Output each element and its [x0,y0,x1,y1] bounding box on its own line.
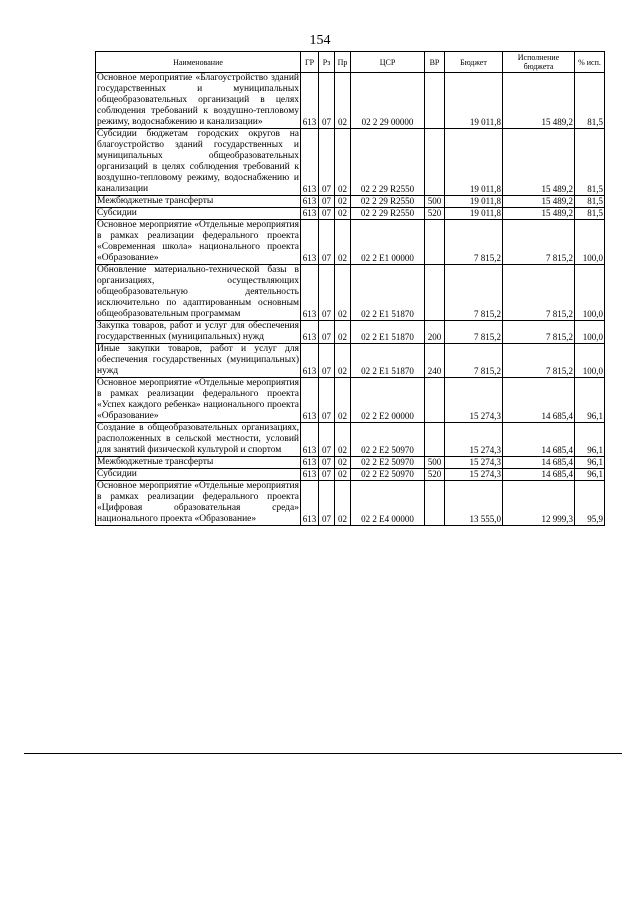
page-number: 154 [309,33,331,48]
cell-csr: 02 2 E2 50970 [351,457,425,469]
cell-vr: 500 [425,457,445,469]
cell-budget: 15 274,3 [445,457,503,469]
cell-gr: 613 [301,265,319,321]
cell-rz: 07 [319,378,335,423]
cell-budget: 19 011,8 [445,196,503,208]
cell-rz: 07 [319,423,335,457]
table-row [96,208,605,220]
cell-vr [425,423,445,457]
cell-name: Закупка товаров, работ и услуг для обеспечения государственных (муниципальных) нужд [97,321,299,342]
cell-pr: 02 [335,344,351,378]
cell-name: Обновление материально-технической базы в организациях, осуществляющих общеобразовательную деятельность исключительно по адаптированным основным общеобразовательным программам [97,265,299,319]
cell-gr: 613 [301,481,319,526]
cell-name: Основное мероприятие «Благоустройство зданий государственных и муниципальных общеобразовательных организаций в целях соблюдения требований к воздушно-тепловому режиму, водоснабжению и канализации» [97,73,299,127]
table-row [96,344,605,378]
cell-vr: 500 [425,196,445,208]
header-budget: Бюджет [445,52,503,73]
table-row [96,481,605,526]
table-header [96,52,605,73]
cell-name: Межбюджетные трансферты [96,196,301,208]
cell-budget: 15 274,3 [445,469,503,481]
cell-csr: 02 2 29 R2550 [351,129,425,196]
cell-name: Создание в общеобразовательных организациях, расположенных в сельской местности, условий для занятий физической культурой и спортом [97,423,299,455]
cell-gr: 613 [301,208,319,220]
cell-budget: 15 274,3 [445,378,503,423]
cell-pr: 02 [335,220,351,265]
cell-pr: 02 [335,423,351,457]
cell-csr: 02 2 E2 50970 [351,423,425,457]
header-gr: ГР [301,52,319,73]
header-percent: % исп. [575,52,605,73]
cell-pr: 02 [335,457,351,469]
table-body [96,73,605,526]
cell-vr [425,481,445,526]
cell-percent: 81,5 [575,129,605,196]
cell-rz: 07 [319,321,335,344]
cell-vr [425,129,445,196]
cell-gr: 613 [301,469,319,481]
cell-execution: 15 489,2 [503,129,575,196]
cell-csr: 02 2 29 R2550 [351,196,425,208]
cell-execution: 14 685,4 [503,423,575,457]
cell-gr: 613 [301,344,319,378]
cell-execution: 7 815,2 [503,344,575,378]
cell-percent: 96,1 [575,378,605,423]
cell-csr: 02 2 E4 00000 [351,481,425,526]
table-row [96,73,605,129]
cell-budget: 7 815,2 [445,344,503,378]
cell-percent: 100,0 [575,220,605,265]
cell-rz: 07 [319,265,335,321]
cell-budget: 7 815,2 [445,265,503,321]
cell-vr [425,378,445,423]
cell-budget: 19 011,8 [445,73,503,129]
cell-rz: 07 [319,481,335,526]
cell-name: Иные закупки товаров, работ и услуг для обеспечения государственных (муниципальных) нужд [97,344,299,376]
cell-execution: 14 685,4 [503,457,575,469]
cell-vr: 240 [425,344,445,378]
cell-csr: 02 2 E2 00000 [351,378,425,423]
cell-rz: 07 [319,129,335,196]
header-rz: Рз [319,52,335,73]
cell-execution: 7 815,2 [503,321,575,344]
cell-vr [425,73,445,129]
cell-rz: 07 [319,344,335,378]
cell-rz: 07 [319,208,335,220]
cell-percent: 81,5 [575,196,605,208]
cell-execution: 7 815,2 [503,220,575,265]
cell-vr: 520 [425,469,445,481]
table-row [96,196,605,208]
cell-budget: 15 274,3 [445,423,503,457]
cell-execution: 7 815,2 [503,265,575,321]
header-execution: Исполнение бюджета [503,52,575,73]
cell-gr: 613 [301,321,319,344]
cell-percent: 96,1 [575,457,605,469]
cell-rz: 07 [319,220,335,265]
cell-percent: 100,0 [575,321,605,344]
cell-vr [425,220,445,265]
cell-budget: 7 815,2 [445,321,503,344]
cell-budget: 19 011,8 [445,208,503,220]
header-vr: ВР [425,52,445,73]
cell-budget: 13 555,0 [445,481,503,526]
cell-name: Основное мероприятие «Отдельные мероприятия в рамках реализации федерального проекта «Цифровая образовательная среда» национального проекта «Образование» [97,481,299,524]
cell-percent: 100,0 [575,265,605,321]
cell-name: Основное мероприятие «Отдельные мероприятия в рамках реализации федерального проекта «Современная школа» национального проекта «Образование» [97,220,299,263]
cell-rz: 07 [319,73,335,129]
cell-rz: 07 [319,196,335,208]
cell-gr: 613 [301,378,319,423]
cell-vr [425,265,445,321]
cell-percent: 96,1 [575,469,605,481]
header-csr: ЦСР [351,52,425,73]
cell-budget: 19 011,8 [445,129,503,196]
header-pr: Пр [335,52,351,73]
cell-rz: 07 [319,469,335,481]
table-row [96,265,605,321]
cell-name: Субсидии [96,469,301,481]
cell-name: Субсидии бюджетам городских округов на благоустройство зданий государственных и муниципальных общеобразовательных организаций в целях соблюдения требований к воздушно-тепловому режиму, водоснабжению и канализации [97,129,299,194]
cell-pr: 02 [335,378,351,423]
cell-execution: 15 489,2 [503,208,575,220]
cell-rz: 07 [319,457,335,469]
cell-gr: 613 [301,73,319,129]
cell-gr: 613 [301,196,319,208]
table-row [96,220,605,265]
cell-execution: 15 489,2 [503,196,575,208]
cell-csr: 02 2 E1 00000 [351,220,425,265]
table-row [96,321,605,344]
cell-percent: 95,9 [575,481,605,526]
cell-gr: 613 [301,423,319,457]
footer-divider [24,753,622,754]
cell-pr: 02 [335,265,351,321]
budget-execution-table [95,51,605,526]
cell-gr: 613 [301,457,319,469]
cell-vr: 520 [425,208,445,220]
cell-budget: 7 815,2 [445,220,503,265]
header-name: Наименование [96,52,301,73]
cell-csr: 02 2 E1 51870 [351,344,425,378]
cell-pr: 02 [335,208,351,220]
cell-execution: 14 685,4 [503,469,575,481]
cell-vr: 200 [425,321,445,344]
cell-csr: 02 2 29 00000 [351,73,425,129]
table-row [96,469,605,481]
cell-csr: 02 2 E2 50970 [351,469,425,481]
cell-csr: 02 2 E1 51870 [351,321,425,344]
table-row [96,457,605,469]
cell-percent: 100,0 [575,344,605,378]
cell-pr: 02 [335,469,351,481]
cell-percent: 96,1 [575,423,605,457]
cell-pr: 02 [335,73,351,129]
cell-name: Основное мероприятие «Отдельные мероприятия в рамках реализации федерального проекта «Успех каждого ребенка» национального проекта «Образование» [97,378,299,421]
cell-pr: 02 [335,129,351,196]
cell-gr: 613 [301,220,319,265]
cell-name: Субсидии [96,208,301,220]
cell-pr: 02 [335,481,351,526]
cell-percent: 81,5 [575,73,605,129]
table-row [96,423,605,457]
cell-gr: 613 [301,129,319,196]
cell-execution: 14 685,4 [503,378,575,423]
table-row [96,378,605,423]
cell-csr: 02 2 29 R2550 [351,208,425,220]
cell-execution: 12 999,3 [503,481,575,526]
cell-percent: 81,5 [575,208,605,220]
cell-name: Межбюджетные трансферты [96,457,301,469]
cell-execution: 15 489,2 [503,73,575,129]
cell-pr: 02 [335,196,351,208]
table-row [96,129,605,196]
cell-csr: 02 2 E1 51870 [351,265,425,321]
cell-pr: 02 [335,321,351,344]
